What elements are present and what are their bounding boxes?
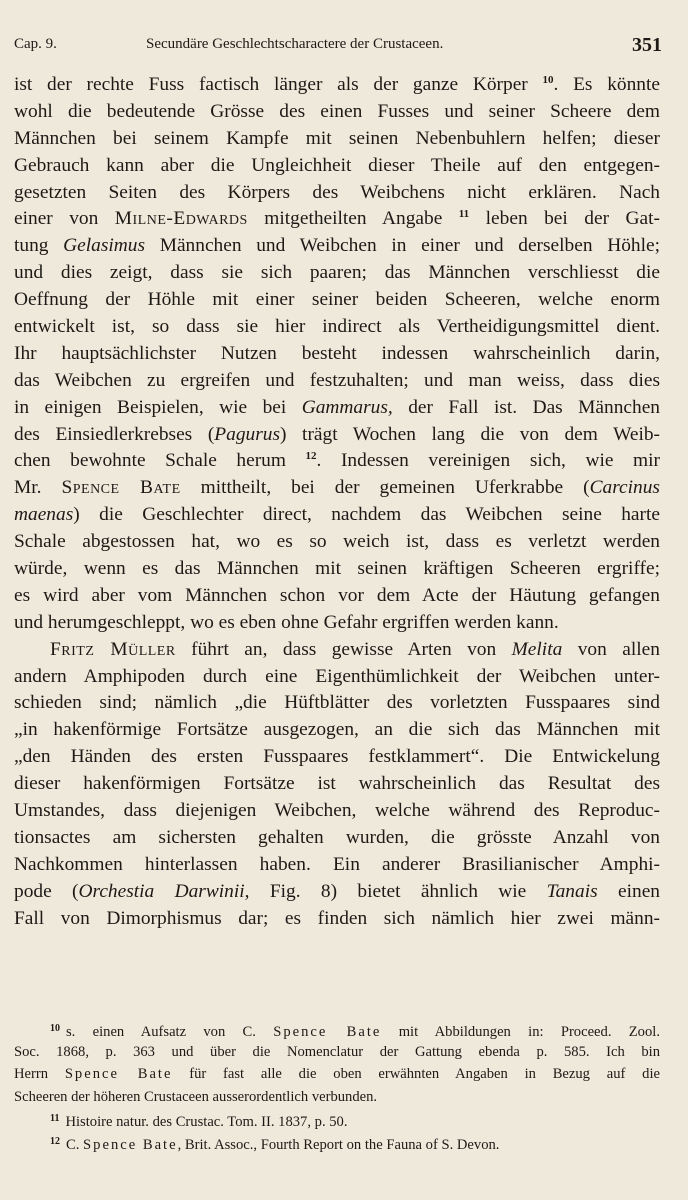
text-line: gesetzten Seiten des Körpers des Weibchens nicht erklären. Nach — [14, 181, 660, 203]
text-line: tung Gelasimus Männchen und Weibchen in einer und derselben Höhle; — [14, 235, 660, 257]
author-name: Spence Bate — [64, 1066, 173, 1083]
text-line: tionsactes am sichersten gehalten wurden, die grösste Anzahl von — [14, 826, 660, 848]
author-name: Spence Bate — [83, 1136, 178, 1153]
text-line: andern Amphipoden durch eine Eigenthümlichkeit der Weibchen unter- — [14, 665, 660, 687]
text-line: wohl die bedeutende Grösse des einen Fusses und seiner Scheere dem — [14, 100, 660, 122]
author-name: Spence Bate — [61, 477, 181, 499]
text-line: Fall von Dimorphismus dar; es finden sich nämlich hier zwei männ- — [14, 907, 660, 929]
text-line: Ihr hauptsächlichster Nutzen besteht indessen wahrscheinlich darin, — [14, 342, 660, 364]
genus-name: Gelasimus — [63, 235, 146, 257]
page-number: 351 — [632, 34, 662, 56]
text-line: „in hakenförmige Fortsätze ausgezogen, an die sich das Männchen mit — [14, 719, 660, 741]
genus-name: Gammarus, — [301, 396, 393, 418]
text-line: Männchen bei seinem Kampfe mit seinen Nebenbuhlern helfen; dieser — [14, 127, 660, 149]
text-line: und dies zeigt, dass sie sich paaren; das Männchen verschliesst die — [14, 262, 660, 284]
text-line: Oeffnung der Höhle mit einer seiner beiden Scheeren, welche enorm — [14, 289, 660, 311]
footnote-number: 10 — [50, 1023, 60, 1034]
author-name: Fritz Müller — [50, 638, 176, 660]
footnote-line: Scheeren der höheren Crustaceen ausserordentlich verbunden. — [14, 1088, 378, 1105]
genus-name: Carcinus — [589, 477, 660, 499]
footnote-number: 12 — [50, 1135, 60, 1147]
text-line: chen bewohnte Schale herum $^{12}$. Indessen vereinigen sich, wie mir — [14, 450, 660, 472]
genus-name: Melita — [511, 638, 563, 660]
running-head — [14, 36, 662, 56]
text-line: und herumgeschleppt, wo es eben ohne Gefahr ergriffen werden kann. — [14, 611, 559, 633]
genus-name: Tanais — [546, 880, 598, 902]
footnote-10: $^{10}$ s. einen Aufsatz von C. Spence Bate mit Abbildungen in: Proceed. Zool. — [50, 1023, 660, 1040]
text-line: es wird aber vom Männchen schon vor dem Acte der Häutung gefangen — [14, 584, 660, 606]
text-line: Fritz Müller führt an, dass gewisse Arten von Melita von allen — [50, 638, 660, 660]
footnotes — [14, 1018, 660, 1154]
text-line: entwickelt ist, so dass sie hier indirect als Vertheidigungsmittel dient. — [14, 316, 660, 338]
text-line: in einigen Beispielen, wie bei Gammarus, der Fall ist. Das Männchen — [14, 396, 660, 418]
footnote-12: $^{12}$ C. Spence Bate, Brit. Assoc., Fourth Report on the Fauna of S. Devon. — [50, 1135, 500, 1153]
text-line: das Weibchen zu ergreifen und festzuhalten; und man weiss, dass dies — [14, 369, 660, 391]
running-title: Secundäre Geschlechtscharactere der Crustaceen. — [146, 36, 444, 52]
text-line: würde, wenn es das Männchen mit seinen kräftigen Scheeren ergriffe; — [14, 558, 660, 580]
species-name: maenas — [14, 504, 74, 526]
text-line: pode (Orchestia Darwinii, Fig. 8) bietet ähnlich wie Tanais einen — [14, 880, 660, 902]
author-name: Milne-Edwards — [114, 208, 248, 230]
text-line: Schale abgestossen hat, wo es so weich ist, dass es verletzt werden — [14, 531, 660, 553]
text-line: ist der rechte Fuss factisch länger als der ganze Körper $^{10}$. Es könnte — [14, 74, 660, 95]
genus-name: Pagurus — [214, 423, 280, 445]
species-name: Orchestia Darwinii — [78, 880, 245, 902]
footnote-number: 11 — [50, 1113, 60, 1125]
text-line: des Einsiedlerkrebses (Pagurus) trägt Wochen lang die von dem Weib- — [14, 423, 660, 445]
text-line: Gebrauch kann aber die Ungleichheit dieser Theile auf den entgegen- — [14, 154, 660, 176]
text-line: „den Händen des ersten Fusspaares festklammert“. Die Entwickelung — [14, 746, 660, 768]
text-line: einer von Milne-Edwards mitgetheilten Angabe $^{11}$ leben bei der Gat- — [14, 208, 660, 230]
text-line: Mr. Spence Bate mittheilt, bei der gemeinen Uferkrabbe (Carcinus — [14, 477, 660, 499]
text-line: dieser hakenförmigen Fortsätze ist wahrscheinlich das Resultat des — [14, 773, 660, 795]
text-line: schieden sind; nämlich „die Hüftblätter des vorletzten Fusspaares sind — [14, 692, 660, 714]
footnote-line: Herrn Spence Bate für fast alle die oben erwähnten Angaben in Bezug auf die — [14, 1066, 660, 1083]
main-text — [14, 72, 660, 933]
text-line: maenas) die Geschlechter direct, nachdem das Weibchen seine harte — [14, 504, 660, 526]
footnote-line: Soc. 1868, p. 363 und über die Nomenclatur der Gattung ebenda p. 585. Ich bin — [14, 1043, 660, 1060]
text-line: Umstandes, dass diejenigen Weibchen, welche während des Reproduc- — [14, 800, 660, 822]
footnote-ref: 11 — [458, 208, 470, 221]
footnote-ref: 12 — [305, 450, 317, 463]
author-name: Spence Bate — [273, 1024, 382, 1040]
text-line: Nachkommen hinterlassen haben. Ein anderer Brasilianischer Amphi- — [14, 853, 660, 875]
footnote-ref: 10 — [542, 74, 554, 86]
chapter-label: Cap. 9. — [14, 36, 57, 52]
footnote-11: $^{11}$ Histoire natur. des Crustac. Tom. II. 1837, p. 50. — [50, 1113, 348, 1131]
